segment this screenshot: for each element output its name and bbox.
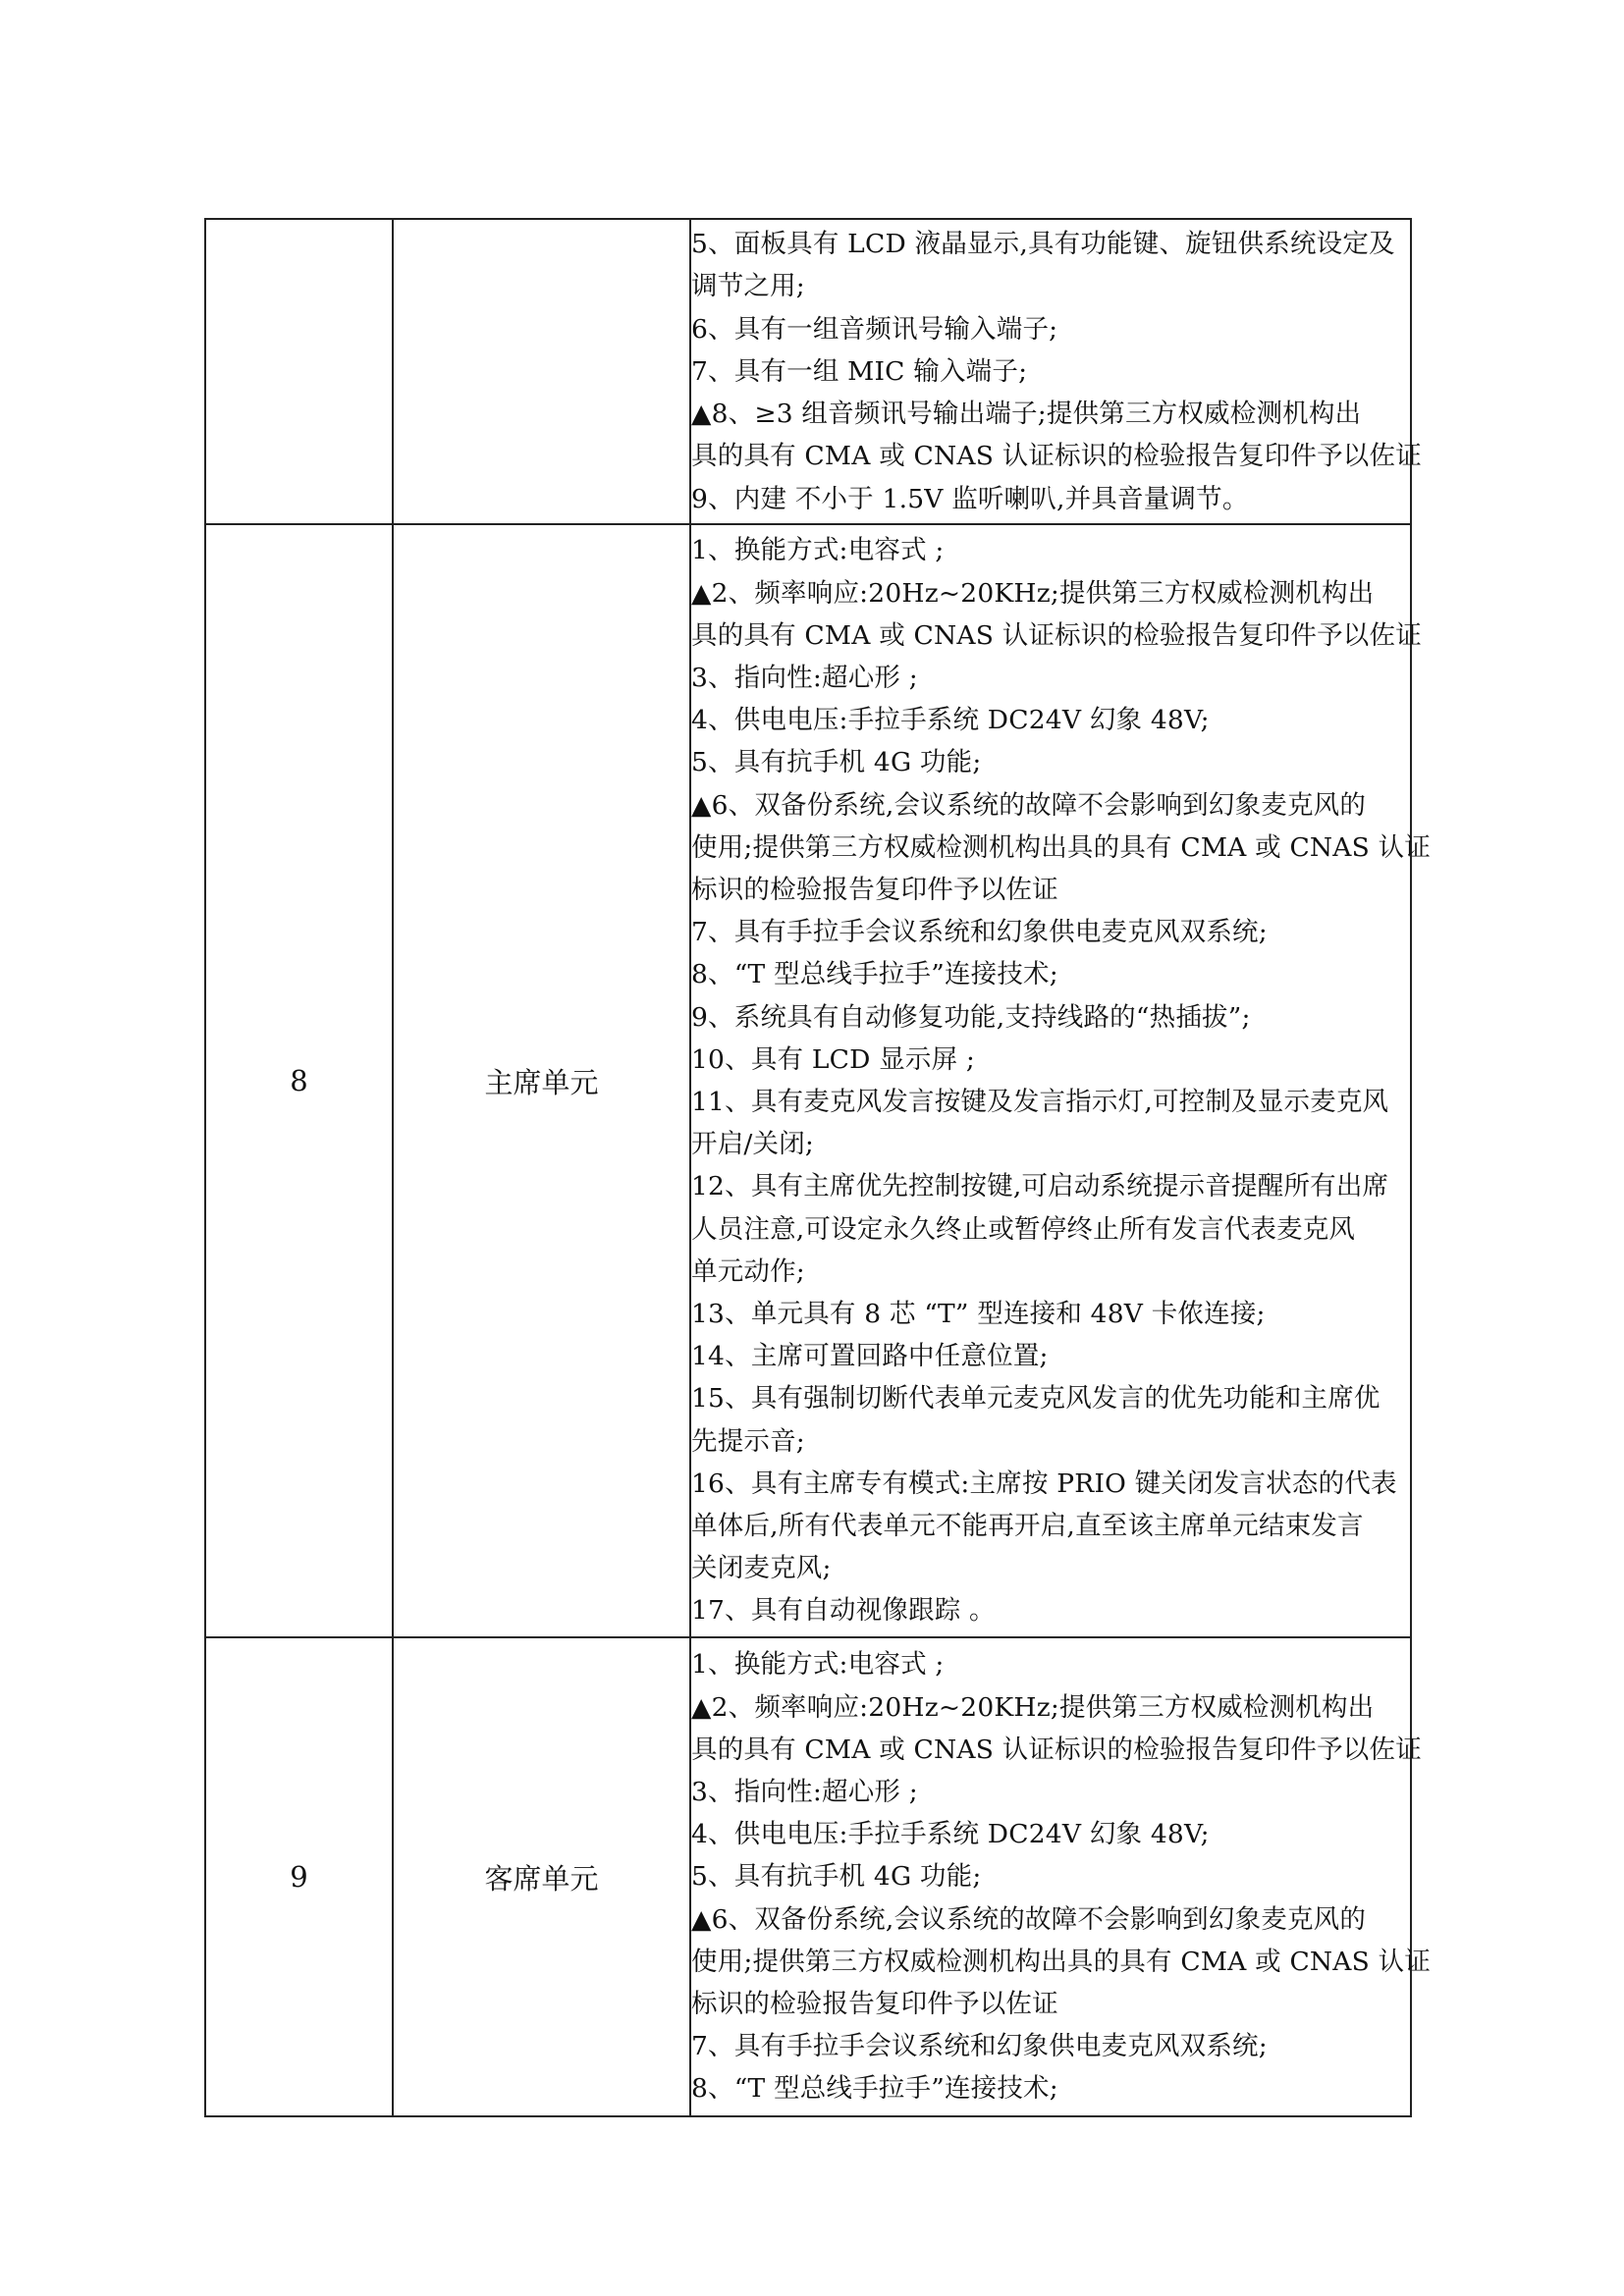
spec-line: 6、具有一组音频讯号输入端子; [691, 313, 1058, 345]
spec-line: 14、主席可置回路中任意位置; [691, 1341, 1049, 1372]
row-number-cell: 8 [205, 524, 393, 1637]
spec-line: 单元动作; [691, 1255, 805, 1287]
spec-line: 10、具有 LCD 显示屏 ; [691, 1043, 976, 1075]
spec-cell [690, 524, 1432, 1637]
spec-line: 8、“T 型总线手拉手”连接技术; [691, 2073, 1058, 2105]
item-name-cell: 客席单元 [393, 1637, 690, 2116]
spec-line: 12、具有主席优先控制按键,可启动系统提示音提醒所有出席 [691, 1171, 1389, 1202]
spec-line: 9、内建 不小于 1.5V 监听喇叭,并具音量调节。 [691, 483, 1249, 514]
row-number-cell [205, 219, 393, 524]
spec-line: 16、具有主席专有模式:主席按 PRIO 键关闭发言状态的代表 [691, 1468, 1397, 1499]
spec-line: 人员注意,可设定永久终止或暂停终止所有发言代表麦克风 [691, 1213, 1356, 1245]
spec-line: 5、面板具有 LCD 液晶显示,具有功能键、旋钮供系统设定及 [691, 229, 1395, 260]
table-row [205, 524, 1411, 1637]
spec-line: ▲6、双备份系统,会议系统的故障不会影响到幻象麦克风的 [691, 1903, 1367, 1935]
spec-line: 先提示音; [691, 1425, 805, 1457]
spec-line: 调节之用; [691, 271, 805, 302]
spec-line: 3、指向性:超心形 ; [691, 1776, 918, 1807]
spec-line: 标识的检验报告复印件予以佐证 [691, 1989, 1058, 2019]
spec-line: 7、具有一组 MIC 输入端子; [691, 355, 1028, 387]
spec-line: 5、具有抗手机 4G 功能; [691, 747, 982, 778]
spec-line: 标识的检验报告复印件予以佐证 [691, 874, 1058, 905]
table-row [205, 219, 1411, 524]
spec-line: 单体后,所有代表单元不能再开启,直至该主席单元结束发言 [691, 1511, 1364, 1542]
item-name-cell [393, 219, 690, 524]
spec-line: 3、指向性:超心形 ; [691, 662, 918, 693]
spec-line: 1、换能方式:电容式 ; [691, 1649, 945, 1681]
spec-line: 7、具有手拉手会议系统和幻象供电麦克风双系统; [691, 2031, 1268, 2062]
item-name-cell: 主席单元 [393, 524, 690, 1637]
spec-line: 5、具有抗手机 4G 功能; [691, 1861, 982, 1893]
spec-line: 8、“T 型总线手拉手”连接技术; [691, 959, 1058, 990]
spec-line: 4、供电电压:手拉手系统 DC24V 幻象 48V; [691, 1819, 1210, 1850]
spec-line: ▲6、双备份系统,会议系统的故障不会影响到幻象麦克风的 [691, 789, 1367, 821]
row-number-cell: 9 [205, 1637, 393, 2116]
spec-line: ▲2、频率响应:20Hz~20KHz;提供第三方权威检测机构出 [691, 1691, 1375, 1723]
spec-line: 7、具有手拉手会议系统和幻象供电麦克风双系统; [691, 917, 1268, 948]
spec-line: 具的具有 CMA 或 CNAS 认证标识的检验报告复印件予以佐证 [691, 619, 1422, 651]
spec-line: 使用;提供第三方权威检测机构出具的具有 CMA 或 CNAS 认证 [691, 831, 1432, 863]
spec-line: 具的具有 CMA 或 CNAS 认证标识的检验报告复印件予以佐证 [691, 441, 1422, 472]
spec-line: 13、单元具有 8 芯 “T” 型连接和 48V 卡侬连接; [691, 1299, 1266, 1330]
spec-line: 开启/关闭; [691, 1129, 815, 1160]
spec-line: 17、具有自动视像跟踪 。 [691, 1595, 996, 1627]
spec-line: 具的具有 CMA 或 CNAS 认证标识的检验报告复印件予以佐证 [691, 1734, 1422, 1765]
spec-line: 11、具有麦克风发言按键及发言指示灯,可控制及显示麦克风 [691, 1087, 1389, 1117]
spec-line: ▲8、≥3 组音频讯号输出端子;提供第三方权威检测机构出 [691, 399, 1362, 430]
spec-table [204, 218, 1432, 2117]
table-row [205, 1637, 1411, 2116]
spec-line: 15、具有强制切断代表单元麦克风发言的优先功能和主席优 [691, 1383, 1380, 1415]
spec-line: 4、供电电压:手拉手系统 DC24V 幻象 48V; [691, 705, 1210, 736]
spec-line: 1、换能方式:电容式 ; [691, 535, 945, 566]
spec-cell [690, 219, 1422, 524]
spec-line: ▲2、频率响应:20Hz~20KHz;提供第三方权威检测机构出 [691, 577, 1375, 609]
spec-line: 9、系统具有自动修复功能,支持线路的“热插拔”; [691, 1001, 1251, 1033]
spec-line: 使用;提供第三方权威检测机构出具的具有 CMA 或 CNAS 认证 [691, 1946, 1432, 1977]
spec-line: 关闭麦克风; [691, 1553, 832, 1584]
spec-cell [690, 1637, 1432, 2116]
